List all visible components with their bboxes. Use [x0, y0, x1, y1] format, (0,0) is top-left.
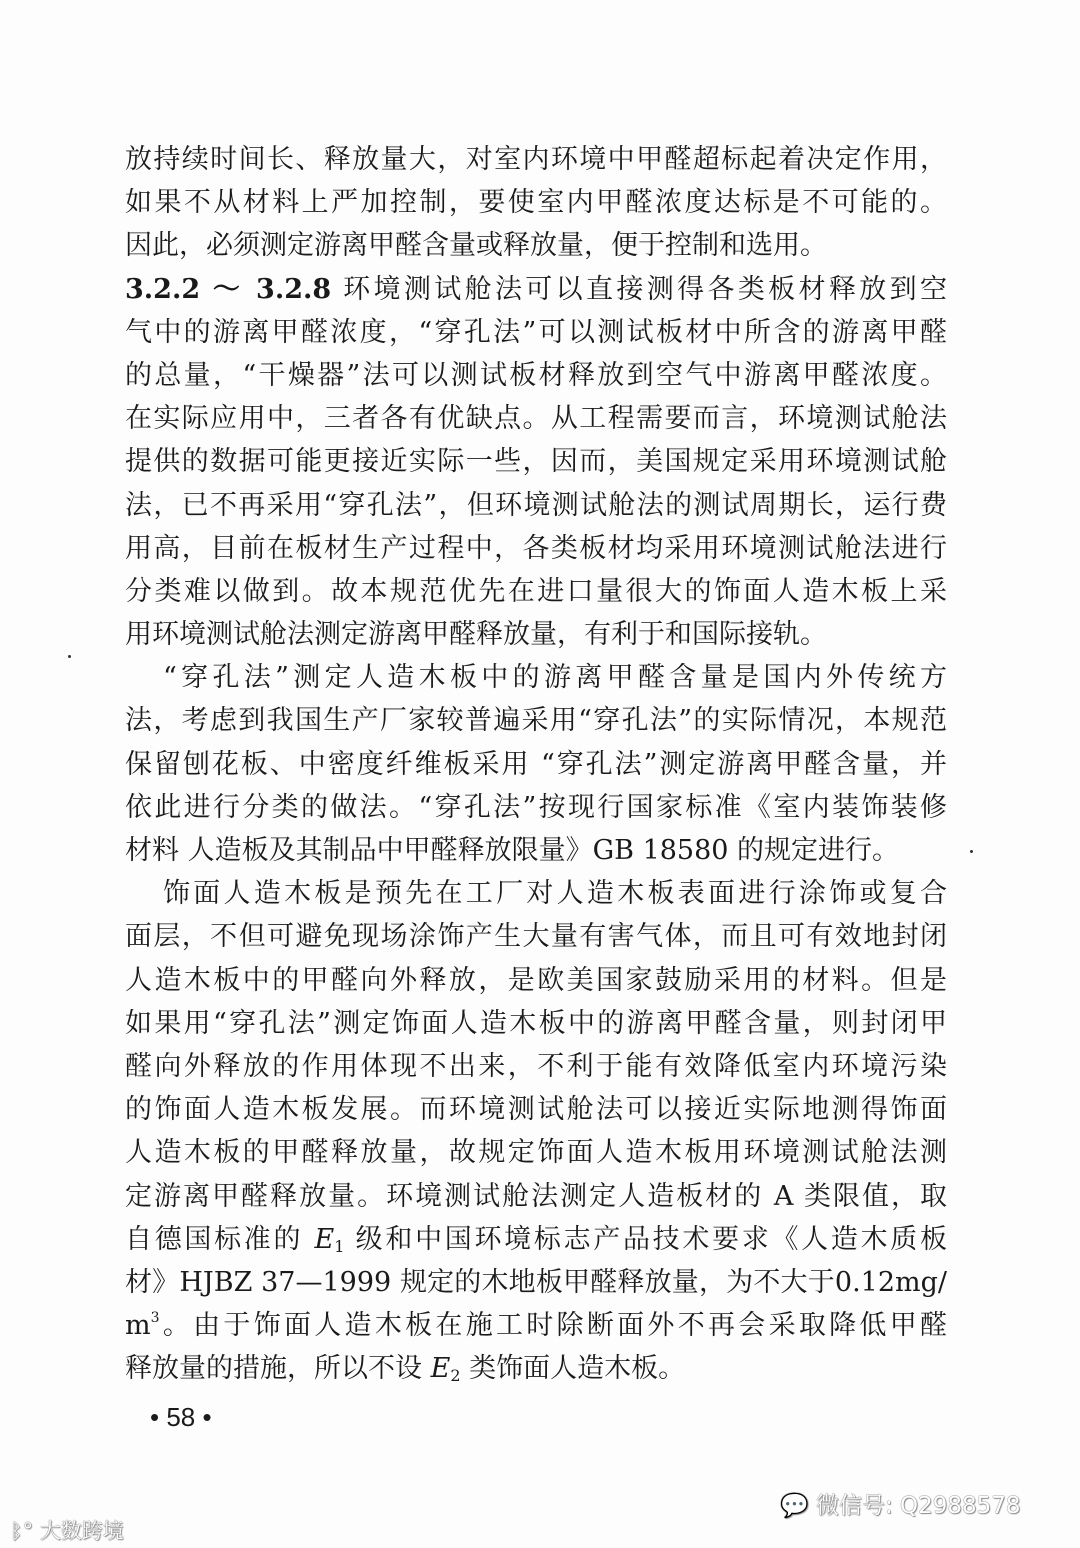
text-segment: 1	[334, 1236, 345, 1256]
text-line	[125, 484, 947, 527]
text-segment: 用高，目前在板材生产过程中，各类板材均采用环境测试舱法进行	[125, 532, 947, 564]
text-line	[125, 440, 947, 483]
page-number: • 58 •	[150, 1402, 212, 1432]
text-segment: 保留刨花板、中密度纤维板采用 “穿孔法”测定游离甲醛含量，并	[125, 748, 947, 780]
text-segment: 气中的游离甲醛浓度，“穿孔法”可以测试板材中所含的游离甲醛	[125, 316, 947, 348]
text-line	[125, 743, 947, 786]
text-line	[125, 1088, 947, 1131]
text-segment: 类饰面人造木板。	[460, 1353, 686, 1385]
text-segment: 面层，不但可避免现场涂饰产生大量有害气体，而且可有效地封闭	[125, 921, 947, 953]
text-segment: m	[125, 1310, 151, 1342]
text-line	[125, 1175, 947, 1218]
text-segment: 放持续时间长、释放量大，对室内环境中甲醛超标起着决定作用，	[125, 144, 947, 175]
text-line	[125, 872, 947, 915]
text-segment: 环境测试舱法可以直接测得各类板材释放到空	[331, 273, 947, 305]
text-line	[125, 397, 947, 440]
scan-speck	[970, 850, 973, 853]
text-segment: 。由于饰面人造木板在施工时除断面外不再会采取降低甲醛	[159, 1310, 947, 1342]
text-segment: 如果用“穿孔法”测定饰面人造木板中的游离甲醛含量，则封闭甲	[125, 1007, 947, 1039]
text-segment: 3	[150, 1310, 160, 1327]
text-segment: 在实际应用中，三者各有优缺点。从工程需要而言，环境测试舱法	[125, 403, 947, 435]
text-segment: 人造木板中的甲醛向外释放，是欧美国家鼓励采用的材料。但是	[125, 964, 947, 996]
text-line	[125, 1347, 947, 1390]
text-line	[125, 181, 947, 224]
text-segment: 释放量的措施，所以不设	[125, 1353, 431, 1385]
wechat-id: 微信号: Q2988578	[815, 1493, 1021, 1519]
text-line	[125, 786, 947, 829]
brand-name: 大数跨境	[39, 1519, 124, 1543]
text-segment: 提供的数据可能更接近实际一些，因而，美国规定采用环境测试舱	[125, 446, 947, 478]
text-line	[125, 527, 947, 570]
text-line	[125, 1304, 947, 1347]
text-line	[125, 1261, 947, 1304]
brand-watermark	[10, 1515, 124, 1545]
text-segment: E	[430, 1353, 451, 1385]
text-segment: 自德国标准的	[125, 1223, 315, 1255]
wechat-icon: 💬	[780, 1493, 816, 1519]
text-segment: 级和中国环境标志产品技术要求《人造木质板	[344, 1223, 947, 1255]
text-line	[125, 1002, 947, 1045]
logo-icon: ᛒ°	[10, 1519, 40, 1543]
text-segment: E	[314, 1223, 335, 1255]
text-segment: 用环境测试舱法测定游离甲醛释放量，有利于和国际接轨。	[125, 619, 827, 651]
text-segment: 法，考虑到我国生产厂家较普遍采用“穿孔法”的实际情况，本规范	[125, 705, 947, 737]
text-line	[125, 1131, 947, 1174]
text-segment: 材料 人造板及其制品中甲醛释放限量》GB 18580 的规定进行。	[125, 835, 900, 866]
text-segment: 的饰面人造木板发展。而环境测试舱法可以接近实际地测得饰面	[125, 1094, 947, 1126]
scan-speck	[68, 655, 71, 658]
text-segment: 饰面人造木板是预先在工厂对人造木板表面进行涂饰或复合	[163, 878, 947, 910]
text-line	[125, 699, 947, 742]
text-line	[125, 959, 947, 1002]
text-line	[125, 656, 947, 699]
text-segment: 因此，必须测定游离甲醛含量或释放量，便于控制和选用。	[125, 230, 827, 262]
wechat-watermark	[780, 1487, 1021, 1520]
document-body	[125, 138, 947, 1390]
text-line	[125, 1218, 947, 1261]
text-line	[125, 570, 947, 613]
text-line	[125, 829, 947, 872]
text-segment: 定游离甲醛释放量。环境测试舱法测定人造板材的 A 类限值，取	[125, 1180, 947, 1212]
text-line	[125, 224, 947, 267]
text-segment: 材》HJBZ 37—1999 规定的木地板甲醛释放量，为不大于0.12mg/	[125, 1266, 947, 1298]
text-segment: 醛向外释放的作用体现不出来，不利于能有效降低室内环境污染	[125, 1050, 947, 1082]
text-line	[125, 138, 947, 181]
text-line	[125, 915, 947, 958]
text-segment: “穿孔法”测定人造木板中的游离甲醛含量是国内外传统方	[163, 662, 947, 694]
text-segment: 依此进行分类的做法。“穿孔法”按现行国家标准《室内装饰装修	[125, 791, 947, 823]
text-segment: 人造木板的甲醛释放量，故规定饰面人造木板用环境测试舱法测	[125, 1137, 947, 1169]
text-segment: 如果不从材料上严加控制，要使室内甲醛浓度达标是不可能的。	[125, 187, 947, 219]
text-segment: 的总量，“干燥器”法可以测试板材释放到空气中游离甲醛浓度。	[125, 359, 947, 391]
text-line	[125, 268, 947, 311]
text-segment: 2	[450, 1366, 461, 1386]
text-line	[125, 1045, 947, 1088]
section-number: 3.2.2 ～ 3.2.8	[125, 273, 332, 305]
text-line	[125, 354, 947, 397]
text-line	[125, 311, 947, 354]
text-segment: 分类难以做到。故本规范优先在进口量很大的饰面人造木板上采	[125, 575, 947, 607]
text-segment: 法，已不再采用“穿孔法”，但环境测试舱法的测试周期长，运行费	[125, 489, 947, 521]
text-line	[125, 613, 947, 656]
